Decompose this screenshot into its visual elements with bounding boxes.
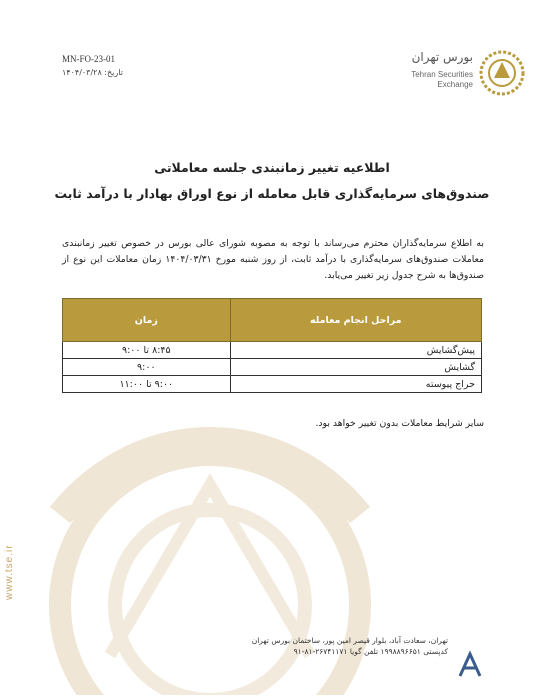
notice-subtitle: صندوق‌های سرمایه‌گذاری قابل معامله از نوع اوراق بهادار با درآمد ثابت [54,186,490,201]
document-date: تاریخ: ۱۴۰۴/۰۳/۲۸ [62,68,123,77]
logo-text-fa: بورس تهران [411,50,473,64]
footer-logo-icon [456,650,484,680]
notice-title: اطلاعیه تغییر زمانبندی جلسه معاملاتی [154,160,390,175]
cell-time: ۸:۴۵ تا ۹:۰۰ [63,342,231,359]
table-row [63,359,482,376]
cell-stage: پیش‌گشایش [230,342,481,359]
postal-code: کدپستی ۱۹۹۸۸۹۶۶۵۱ [380,647,448,656]
logo-en-line1: Tehran Securities [411,70,473,79]
cell-time: ۹:۰۰ تا ۱۱:۰۰ [63,376,231,393]
table-row [63,376,482,393]
schedule-table [62,298,482,393]
header-stage: مراحل انجام معامله [230,299,481,342]
closing-note: سایر شرایط معاملات بدون تغییر خواهد بود. [315,418,484,429]
footer-address [252,635,448,657]
table-row [63,342,482,359]
cell-stage: حراج پیوسته [230,376,481,393]
tse-logo [410,50,525,98]
logo-en-line2: Exchange [437,80,473,89]
document-code: MN-FO-23-01 [62,54,115,64]
cell-stage: گشایش [230,359,481,376]
notice-body: به اطلاع سرمایه‌گذاران محترم می‌رساند با توجه به مصوبه شورای عالی بورس در خصوص تغییر زمانبندی معاملات صندوق‌های سرمایه‌گذاری با درآمد ثابت، از روز شنبه مورخ ۱۴۰۴/۰۳/۳۱ زمان معاملات این نوع از صندوق‌ها به شرح جدول زیر تغییر می‌یابد. [62,238,484,281]
phone-number: تلفن گویا ۲۶۷۴۱۱۷۱-۸۱-۹۱ [293,647,379,656]
header-time: زمان [63,299,231,342]
side-website: www.tse.ir [4,544,15,600]
address-line: تهران، سعادت آباد، بلوار قیصر امین پور، ساختمان بورس تهران [251,636,448,645]
exchange-emblem-icon [479,50,525,96]
postal-phone-line [252,646,448,657]
table-header-row [63,299,482,342]
logo-text-en [393,70,473,90]
cell-time: ۹:۰۰ [63,359,231,376]
